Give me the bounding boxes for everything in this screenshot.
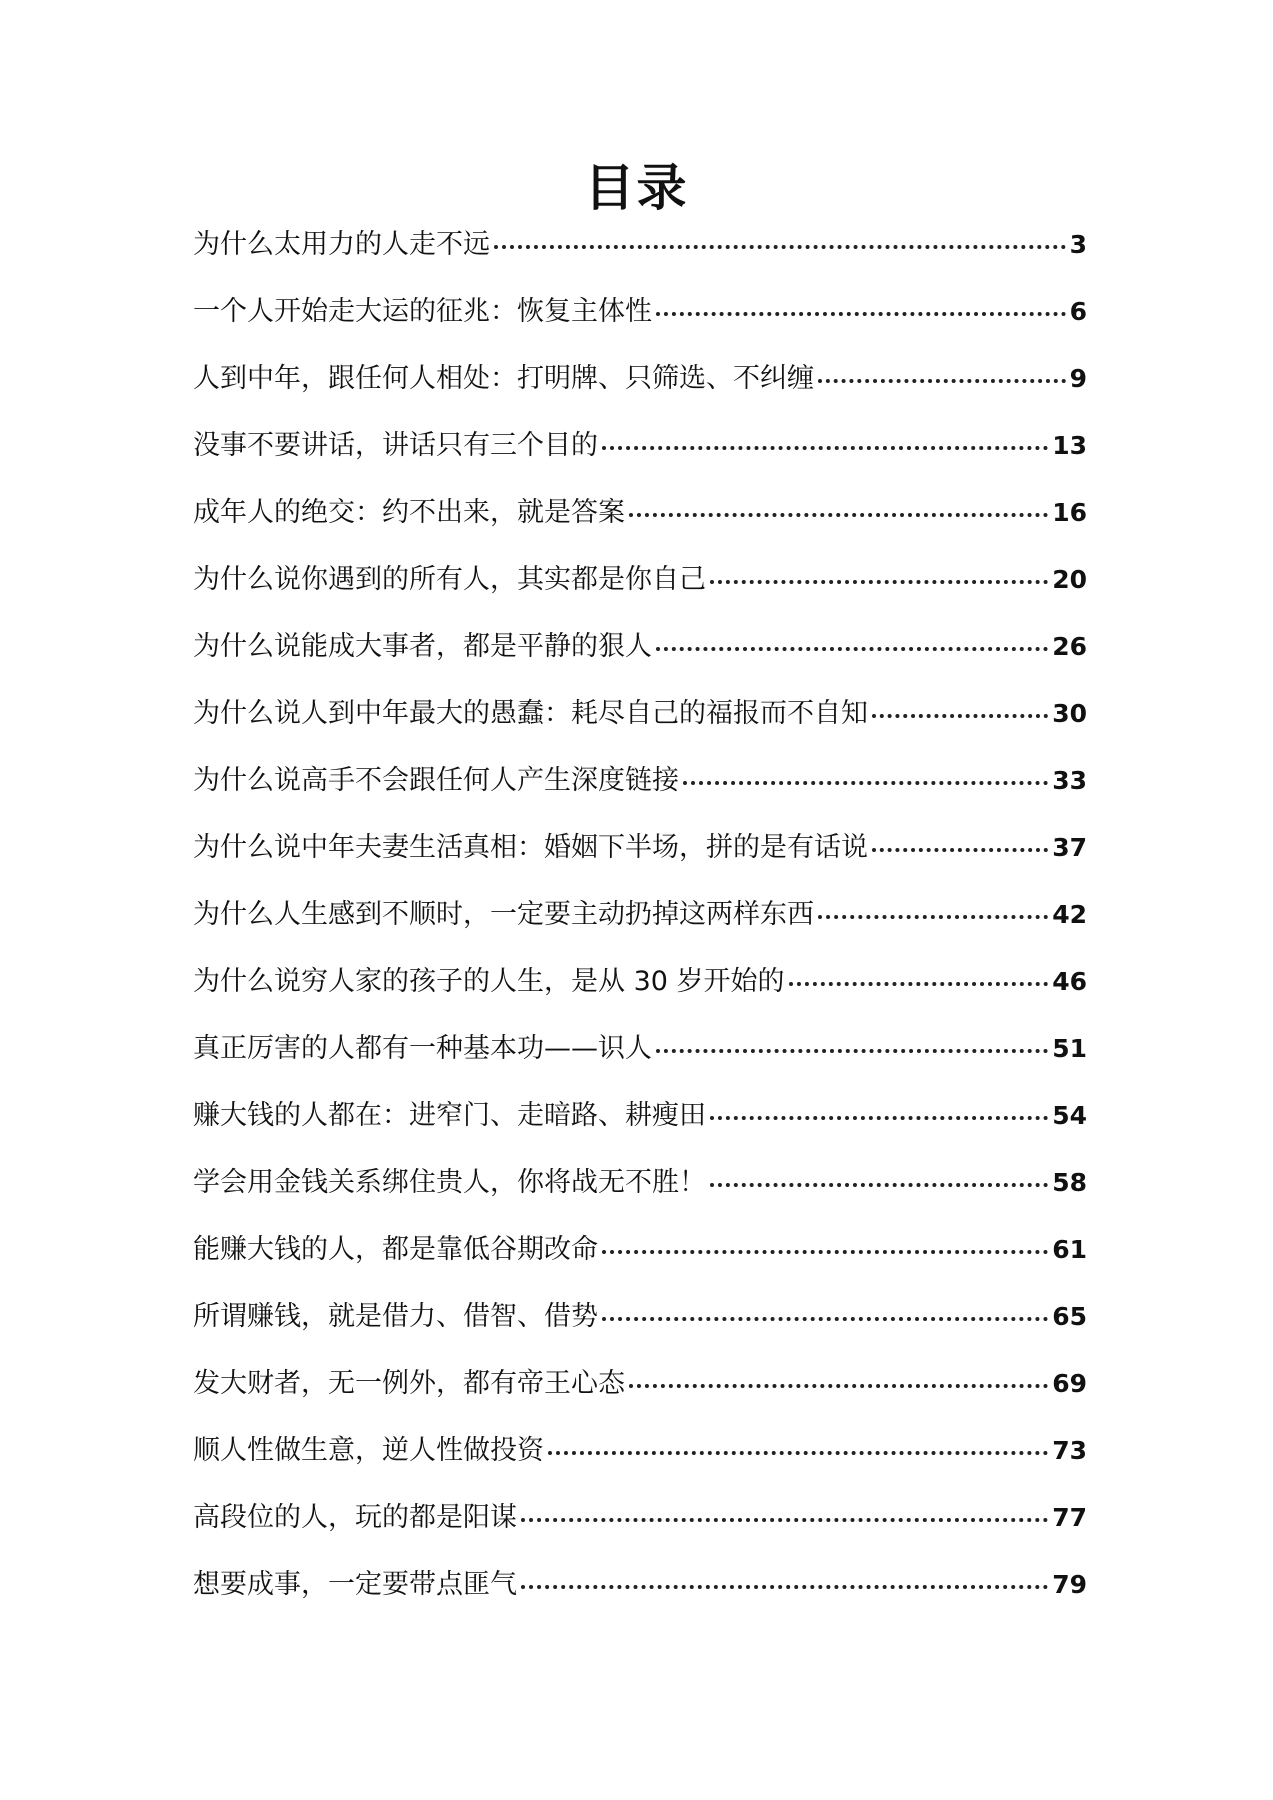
toc-page-number: 33 <box>1052 766 1087 795</box>
toc-entry-title: 为什么说你遇到的所有人，其实都是你自己 <box>193 564 706 595</box>
toc-entry[interactable] <box>193 1498 1087 1565</box>
toc-page-number: 26 <box>1052 632 1087 661</box>
dot-leader <box>602 1317 1048 1321</box>
toc-entry[interactable] <box>193 962 1087 1029</box>
dot-leader <box>602 1250 1048 1254</box>
toc-entry[interactable] <box>193 225 1087 292</box>
toc-page-number: 9 <box>1069 364 1087 393</box>
toc-entry[interactable] <box>193 493 1087 560</box>
page-title: 目录 <box>584 159 689 217</box>
toc-entry-title: 所谓赚钱，就是借力、借智、借势 <box>193 1301 598 1332</box>
dot-leader <box>656 312 1066 316</box>
toc-page-number: 61 <box>1052 1235 1087 1264</box>
toc-page-number: 30 <box>1052 699 1087 728</box>
toc-entry[interactable] <box>193 1565 1087 1632</box>
toc-entry[interactable] <box>193 1297 1087 1364</box>
toc-entry[interactable] <box>193 560 1087 627</box>
toc-entry-title: 发大财者，无一例外，都有帝王心态 <box>193 1368 625 1399</box>
toc-entry[interactable] <box>193 1230 1087 1297</box>
dot-leader <box>602 446 1048 450</box>
toc-page-number: 58 <box>1052 1168 1087 1197</box>
toc-page-number: 3 <box>1069 230 1087 259</box>
toc-entry-title: 为什么说能成大事者，都是平静的狠人 <box>193 631 652 662</box>
dot-leader <box>710 1183 1048 1187</box>
toc-entry[interactable] <box>193 359 1087 426</box>
toc-entry[interactable] <box>193 1364 1087 1431</box>
dot-leader <box>818 379 1066 383</box>
dot-leader <box>710 580 1048 584</box>
toc-page-number: 73 <box>1052 1436 1087 1465</box>
toc-page-number: 77 <box>1052 1503 1087 1532</box>
toc-entry-title: 想要成事，一定要带点匪气 <box>193 1569 517 1600</box>
toc-entry-title: 学会用金钱关系绑住贵人，你将战无不胜！ <box>193 1167 706 1198</box>
toc-page-number: 54 <box>1052 1101 1087 1130</box>
toc-entry[interactable] <box>193 1096 1087 1163</box>
toc-page-number: 69 <box>1052 1369 1087 1398</box>
toc-entry-title: 赚大钱的人都在：进窄门、走暗路、耕瘦田 <box>193 1100 706 1131</box>
dot-leader <box>521 1518 1048 1522</box>
dot-leader <box>521 1585 1048 1589</box>
toc-entry[interactable] <box>193 694 1087 761</box>
dot-leader <box>683 781 1048 785</box>
toc-page-number: 46 <box>1052 967 1087 996</box>
toc-entry-title: 人到中年，跟任何人相处：打明牌、只筛选、不纠缠 <box>193 363 814 394</box>
dot-leader <box>872 714 1048 718</box>
dot-leader <box>494 245 1066 249</box>
toc-entry[interactable] <box>193 895 1087 962</box>
toc-entry-title: 为什么说人到中年最大的愚蠢：耗尽自己的福报而不自知 <box>193 698 868 729</box>
toc-page-number: 16 <box>1052 498 1087 527</box>
toc-entry-title: 成年人的绝交：约不出来，就是答案 <box>193 497 625 528</box>
toc-entry-title: 一个人开始走大运的征兆：恢复主体性 <box>193 296 652 327</box>
toc-entry-title: 高段位的人，玩的都是阳谋 <box>193 1502 517 1533</box>
toc-entry[interactable] <box>193 627 1087 694</box>
toc-entry-title: 能赚大钱的人，都是靠低谷期改命 <box>193 1234 598 1265</box>
dot-leader <box>789 982 1049 986</box>
toc-page-number: 20 <box>1052 565 1087 594</box>
toc-page-number: 13 <box>1052 431 1087 460</box>
toc-entry-title: 为什么人生感到不顺时，一定要主动扔掉这两样东西 <box>193 899 814 930</box>
dot-leader <box>710 1116 1048 1120</box>
toc-entry[interactable] <box>193 1029 1087 1096</box>
toc-entry[interactable] <box>193 761 1087 828</box>
toc-entry[interactable] <box>193 1163 1087 1230</box>
dot-leader <box>656 647 1048 651</box>
toc-entry-title: 为什么太用力的人走不远 <box>193 229 490 260</box>
toc-page-number: 51 <box>1052 1034 1087 1063</box>
dot-leader <box>818 915 1048 919</box>
toc-page-number: 65 <box>1052 1302 1087 1331</box>
dot-leader <box>656 1049 1048 1053</box>
toc-page-number: 6 <box>1069 297 1087 326</box>
toc-entry[interactable] <box>193 426 1087 493</box>
dot-leader <box>629 513 1048 517</box>
toc-entry-title: 为什么说中年夫妻生活真相：婚姻下半场，拼的是有话说 <box>193 832 868 863</box>
toc-entry[interactable] <box>193 292 1087 359</box>
toc-page-number: 42 <box>1052 900 1087 929</box>
toc-entry[interactable] <box>193 1431 1087 1498</box>
toc-entry-title: 顺人性做生意，逆人性做投资 <box>193 1435 544 1466</box>
dot-leader <box>548 1451 1048 1455</box>
toc-page-number: 79 <box>1052 1570 1087 1599</box>
toc-page-number: 37 <box>1052 833 1087 862</box>
toc-entry-title: 没事不要讲话，讲话只有三个目的 <box>193 430 598 461</box>
toc-entry-title: 真正厉害的人都有一种基本功——识人 <box>193 1033 652 1064</box>
toc-entry-title: 为什么说穷人家的孩子的人生，是从 30 岁开始的 <box>193 966 785 997</box>
toc-entry-title: 为什么说高手不会跟任何人产生深度链接 <box>193 765 679 796</box>
toc-entry[interactable] <box>193 828 1087 895</box>
dot-leader <box>872 848 1048 852</box>
table-of-contents <box>193 225 1087 1632</box>
dot-leader <box>629 1384 1048 1388</box>
